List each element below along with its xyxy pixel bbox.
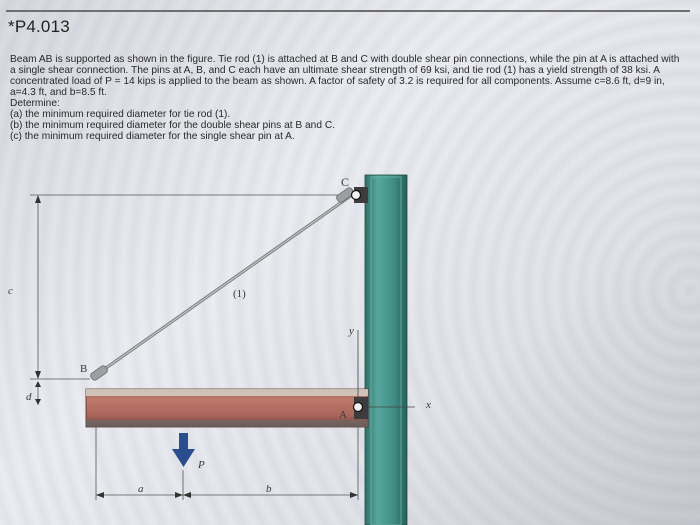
- column: [352, 175, 408, 525]
- task-c: (c) the minimum required diameter for the single shear pin at A.: [10, 131, 295, 142]
- tie-rod: [89, 187, 354, 382]
- beam-figure: [0, 165, 700, 525]
- problem-statement: Beam AB is supported as shown in the figure. Tie rod (1) is attached at B and C with double shear pin connections, while the pin at A is attached with a single shear connection. The pins at A, B, and C each have an ultimate shear strength of 69 ksi, and tie rod (1) has a yield strength of 38 ksi. A concentrated load of P = 14 kips is applied to the beam as shown. A factor of safety of 3.2 is required for all components. Assume c=8.6 ft, d=9 in, a=4.3 ft, and b=8.5 ft.: [10, 54, 680, 98]
- beam: [86, 389, 368, 427]
- label-rod: (1): [233, 288, 246, 300]
- task-b: (b) the minimum required diameter for the double shear pins at B and C.: [10, 120, 336, 131]
- top-rule: [6, 10, 690, 12]
- label-x-axis: x: [426, 399, 431, 411]
- label-load: P: [198, 459, 205, 471]
- determine-label: Determine:: [10, 98, 60, 109]
- dimension-ab: [96, 427, 358, 500]
- problem-id: *P4.013: [8, 17, 70, 36]
- load-arrow: [172, 433, 195, 467]
- task-list: [10, 109, 682, 142]
- label-dim-a: a: [138, 483, 144, 495]
- label-pin-a: A: [339, 409, 347, 421]
- problem-text: [10, 54, 682, 142]
- label-y-axis: y: [349, 325, 354, 337]
- task-a: (a) the minimum required diameter for tie rod (1).: [10, 109, 231, 120]
- label-dim-b: b: [266, 483, 272, 495]
- label-pin-c: C: [341, 175, 350, 189]
- label-pin-b: B: [80, 363, 88, 375]
- label-dim-c: c: [8, 285, 13, 297]
- label-dim-d: d: [26, 391, 32, 403]
- figure-drawing: [0, 165, 700, 525]
